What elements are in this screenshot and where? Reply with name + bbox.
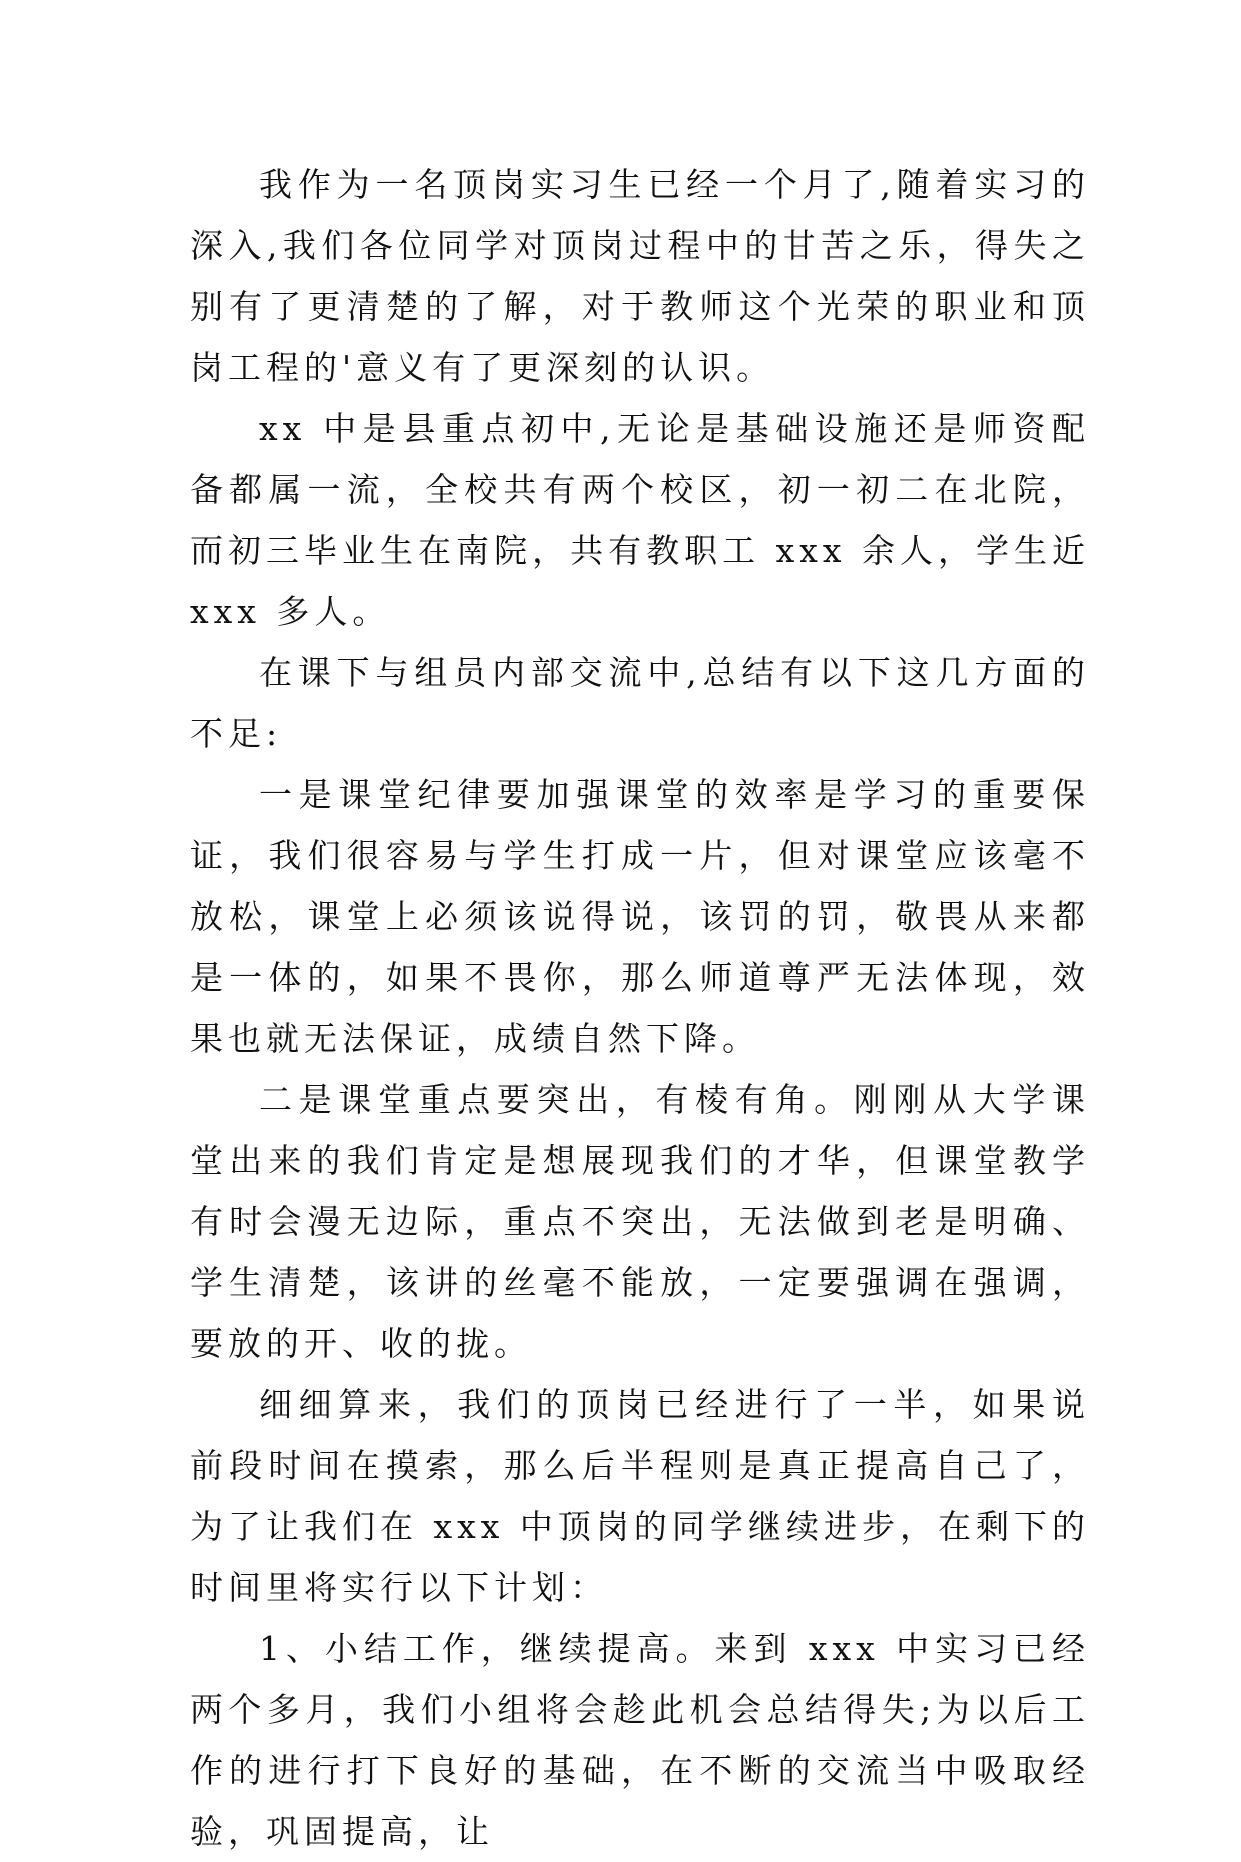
paragraph-classroom-discipline: 一是课堂纪律要加强课堂的效率是学习的重要保证，我们很容易与学生打成一片，但对课堂应该毫不放松，课堂上必须该说得说，该罚的罚，敬畏从来都是一体的，如果不畏你，那么师道尊严无法体现，效果也就无法保证，成绩自然下降。 [190,775,1090,1058]
document-body [190,154,1090,1862]
paragraph-internship-intro: 我作为一名顶岗实习生已经一个月了,随着实习的深入,我们各位同学对顶岗过程中的甘苦之乐，得失之别有了更清楚的了解，对于教师这个光荣的职业和顶岗工程的'意义有了更深刻的认识。 [190,165,1090,387]
paragraph-classroom-focus: 二是课堂重点要突出，有棱有角。刚刚从大学课堂出来的我们肯定是想展现我们的才华，但课堂教学有时会漫无边际，重点不突出，无法做到老是明确、学生清楚，该讲的丝毫不能放，一定要强调在强调，要放的开、收的拢。 [190,1080,1090,1363]
paragraph-plan-item-1: 1、小结工作，继续提高。来到 xxx 中实习已经两个多月，我们小组将会趁此机会总结得失;为以后工作的进行打下良好的基础，在不断的交流当中吸取经验，巩固提高，让 [190,1629,1090,1851]
paragraph-shortcomings-lead: 在课下与组员内部交流中,总结有以下这几方面的不足: [190,653,1090,753]
paragraph-school-overview: xx 中是县重点初中,无论是基础设施还是师资配备都属一流，全校共有两个校区，初一初二在北院，而初三毕业生在南院，共有教职工 xxx 余人，学生近 xxx 多人。 [190,409,1090,631]
paragraph-halfway-plan: 细细算来，我们的顶岗已经进行了一半，如果说前段时间在摸索，那么后半程则是真正提高自己了，为了让我们在 xxx 中顶岗的同学继续进步，在剩下的时间里将实行以下计划： [190,1385,1090,1607]
